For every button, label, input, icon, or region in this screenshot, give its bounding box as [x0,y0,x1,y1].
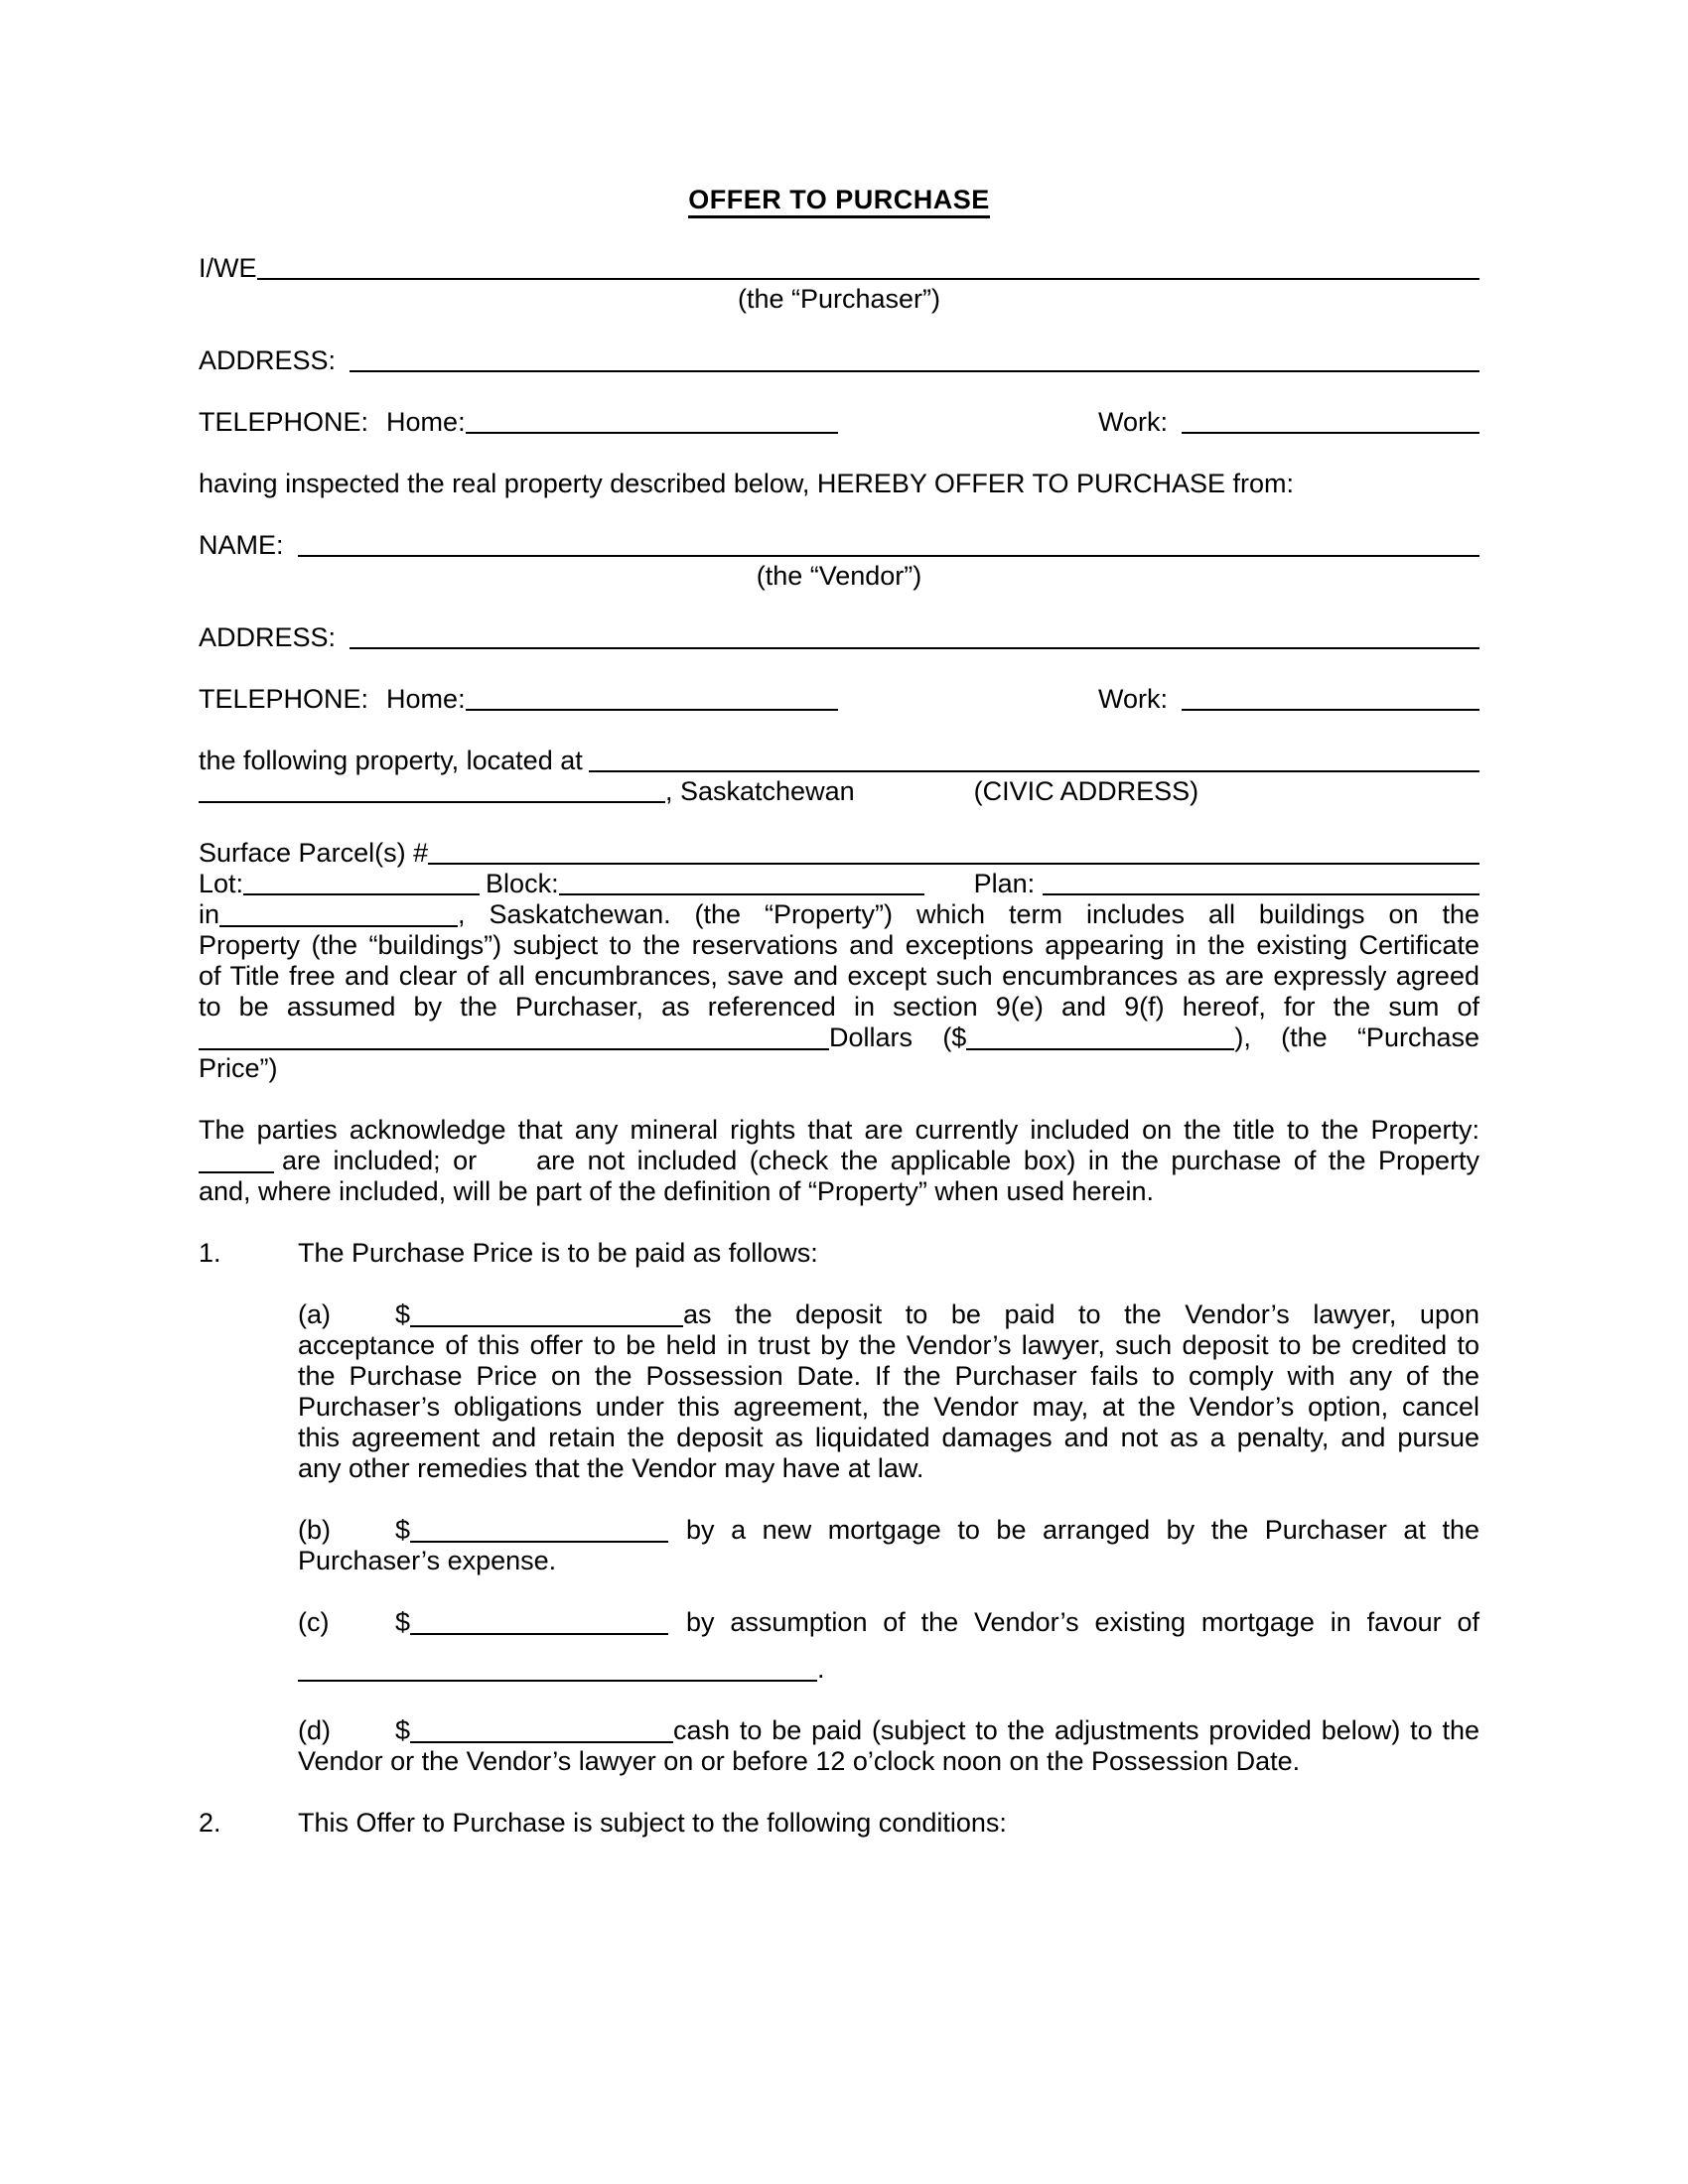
municipality-blank[interactable] [219,925,458,927]
legal-paragraph-line6 [199,1053,1479,1084]
minerals-line1 [199,1115,1479,1146]
purchaser-work-phone-blank[interactable] [1182,407,1479,434]
property-located-row-2 [199,776,1479,807]
legal-paragraph-line3 [199,961,1479,992]
payment-d-dollar-sign: $ [395,1715,411,1745]
vendor-address-label: ADDRESS: [199,622,337,652]
purchase-price-figures-blank[interactable] [966,1048,1234,1050]
legal-line4-text: to be assumed by the Purchaser, as referenced in section 9(e) and 9(f) hereof, for the sum of [199,992,1479,1022]
vendor-work-phone-blank[interactable] [1182,684,1479,711]
vendor-home-phone-blank[interactable] [466,684,838,711]
block-label: Block: [486,869,559,898]
lot-blank[interactable] [243,869,480,895]
payment-item-d [298,1715,1479,1777]
plan-blank[interactable] [1043,869,1479,895]
payment-c-dollar-sign: $ [395,1607,411,1637]
vendor-address-row [199,622,1479,653]
price-close-text: Price”) [199,1053,278,1083]
minerals-included-text: are included; or [282,1146,478,1175]
minerals-line2 [199,1146,1479,1176]
section-2-heading: This Offer to Purchase is subject to the following conditions: [298,1808,1007,1838]
block-blank[interactable] [559,869,924,895]
payment-b-line2-text: Purchaser’s expense. [298,1546,557,1575]
payment-d-line2-text: Vendor or the Vendor’s lawyer on or before 12 o’clock noon on the Possession Date. [298,1746,1301,1776]
vendor-name-label: NAME: [199,530,284,560]
minerals-line3 [199,1176,1479,1207]
payment-a-line3-text: the Purchase Price on the Possession Date. If the Purchaser fails to comply with any of the [298,1361,1479,1391]
payment-a-dollar-sign: $ [395,1299,411,1329]
payment-b-line1-text: by a new mortgage to be arranged by the Purchaser at the [686,1515,1479,1545]
purchaser-name-blank[interactable] [257,253,1480,280]
payment-c-line1-text: by assumption of the Vendor’s existing mortgage in favour of [686,1607,1479,1637]
payment-a-line4-text: Purchaser’s obligations under this agreement, the Vendor may, at the Vendor’s option, cancel [298,1392,1479,1422]
legal-paragraph-line1 [199,899,1479,930]
payment-a-line2 [298,1330,1479,1361]
payment-c-letter: (c) [298,1607,330,1637]
telephone-row-spacer [838,684,1098,715]
vendor-name-row [199,530,1479,561]
purchaser-telephone-label: TELEPHONE: [199,407,369,437]
deposit-amount-blank[interactable] [410,1325,683,1327]
assumed-mortgage-amount-blank[interactable] [410,1633,668,1635]
minerals-not-included-text: are not included (check the applicable box) in the purchase of the Property [536,1146,1479,1175]
section-1-heading: The Purchase Price is to be paid as follows: [298,1238,818,1268]
payment-a-line5-text: this agreement and retain the deposit as liquidated damages and not as a penalty, and pursue [298,1423,1479,1452]
section-1-number: 1. [199,1238,221,1268]
purchaser-home-label: Home: [386,407,466,437]
legal-paragraph-line4 [199,992,1479,1023]
document-title: OFFER TO PURCHASE [688,185,990,218]
mineral-rights-included-blank[interactable] [199,1171,274,1173]
payment-c-period: . [817,1654,825,1684]
vendor-telephone-label: TELEPHONE: [199,684,369,714]
payment-a-line4 [298,1392,1479,1423]
legal-paragraph-line5 [199,1023,1479,1053]
vendor-home-label: Home: [386,684,466,714]
surface-parcel-blank[interactable] [428,838,1479,865]
civic-address-label: (CIVIC ADDRESS) [973,776,1199,806]
purchaser-caption [199,284,1479,315]
payment-item-a [298,1299,1479,1484]
payment-a-line1 [298,1299,1479,1330]
purchase-close-text: ), (the “Purchase [1234,1023,1479,1052]
payment-a-line1-text: as the deposit to be paid to the Vendor’s lawyer, upon [683,1299,1479,1329]
payment-b-line2 [298,1546,1479,1576]
new-mortgage-amount-blank[interactable] [410,1541,668,1543]
title-row [199,185,1479,215]
payment-d-line1 [298,1715,1479,1746]
payment-item-b [298,1515,1479,1576]
legal-line1-text: , Saskatchewan. (the “Property”) which term includes all buildings on the [458,899,1479,929]
lot-block-plan-row [199,869,1479,899]
purchaser-address-row [199,345,1479,376]
vendor-name-blank[interactable] [298,530,1479,557]
telephone-row-spacer [838,407,1098,438]
payment-a-line6 [298,1453,1479,1484]
plan-label: Plan: [973,869,1036,898]
legal-line3-text: of Title free and clear of all encumbrances, save and except such encumbrances as are expressly agreed [199,961,1479,991]
payment-a-line5 [298,1423,1479,1453]
purchaser-work-label: Work: [1097,407,1168,437]
surface-parcel-label: Surface Parcel(s) # [199,838,429,868]
payment-b-line1 [298,1515,1479,1546]
civic-address-blank-1[interactable] [589,746,1479,772]
vendor-telephone-row [199,684,1479,715]
civic-address-blank-2[interactable] [199,776,665,803]
payment-item-c [298,1607,1479,1685]
cash-amount-blank[interactable] [410,1741,673,1743]
payment-a-line6-text: any other remedies that the Vendor may have at law. [298,1453,924,1483]
located-prefix-text: the following property, located at [199,746,583,775]
purchaser-address-label: ADDRESS: [199,345,337,375]
legal-paragraph-line2 [199,930,1479,961]
property-located-row [199,746,1479,776]
minerals-line1-text: The parties acknowledge that any mineral rights that are currently included on the title to the Property: [199,1115,1479,1145]
minerals-line3-text: and, where included, will be part of the definition of “Property” when used herein. [199,1176,1155,1206]
vendor-caption-text: (the “Vendor”) [756,561,922,591]
vendor-work-label: Work: [1097,684,1168,714]
purchaser-address-blank[interactable] [350,345,1479,372]
payment-b-letter: (b) [298,1515,331,1545]
payment-a-letter: (a) [298,1299,331,1329]
payment-d-letter: (d) [298,1715,331,1745]
province-suffix-text: , Saskatchewan [665,776,855,806]
payment-d-line1-text: cash to be paid (subject to the adjustments provided below) to the [673,1715,1479,1745]
legal-line2-text: Property (the “buildings”) subject to the reservations and exceptions appearing in the existing Certificate [199,930,1479,960]
payment-c-line1 [298,1607,1479,1638]
purchaser-caption-text: (the “Purchaser”) [737,284,941,314]
section-2-number: 2. [199,1808,221,1838]
offer-intro-text: having inspected the real property described below, HEREBY OFFER TO PURCHASE from: [199,469,1294,498]
purchaser-telephone-row [199,407,1479,438]
iwe-label: I/WE [199,253,257,283]
section-2-heading-row [199,1808,1479,1839]
payment-c-line2 [298,1654,1479,1685]
payment-b-dollar-sign: $ [395,1515,411,1545]
section-1-heading-row [199,1238,1479,1269]
purchase-price-words-blank[interactable] [199,1048,829,1050]
payment-d-line2 [298,1746,1479,1777]
payment-a-line3 [298,1361,1479,1392]
vendor-caption [199,561,1479,592]
in-label: in [199,899,220,929]
lot-label: Lot: [199,869,244,898]
surface-parcel-row [199,838,1479,869]
purchaser-home-phone-blank[interactable] [466,407,838,434]
purchaser-name-row [199,253,1479,284]
mortgage-favour-of-blank[interactable] [298,1680,817,1682]
vendor-address-blank[interactable] [350,622,1479,649]
offer-intro-row [199,469,1479,499]
dollars-label: Dollars ($ [829,1023,967,1052]
payment-a-line2-text: acceptance of this offer to be held in trust by the Vendor’s lawyer, such deposit to be credited to [298,1330,1479,1360]
